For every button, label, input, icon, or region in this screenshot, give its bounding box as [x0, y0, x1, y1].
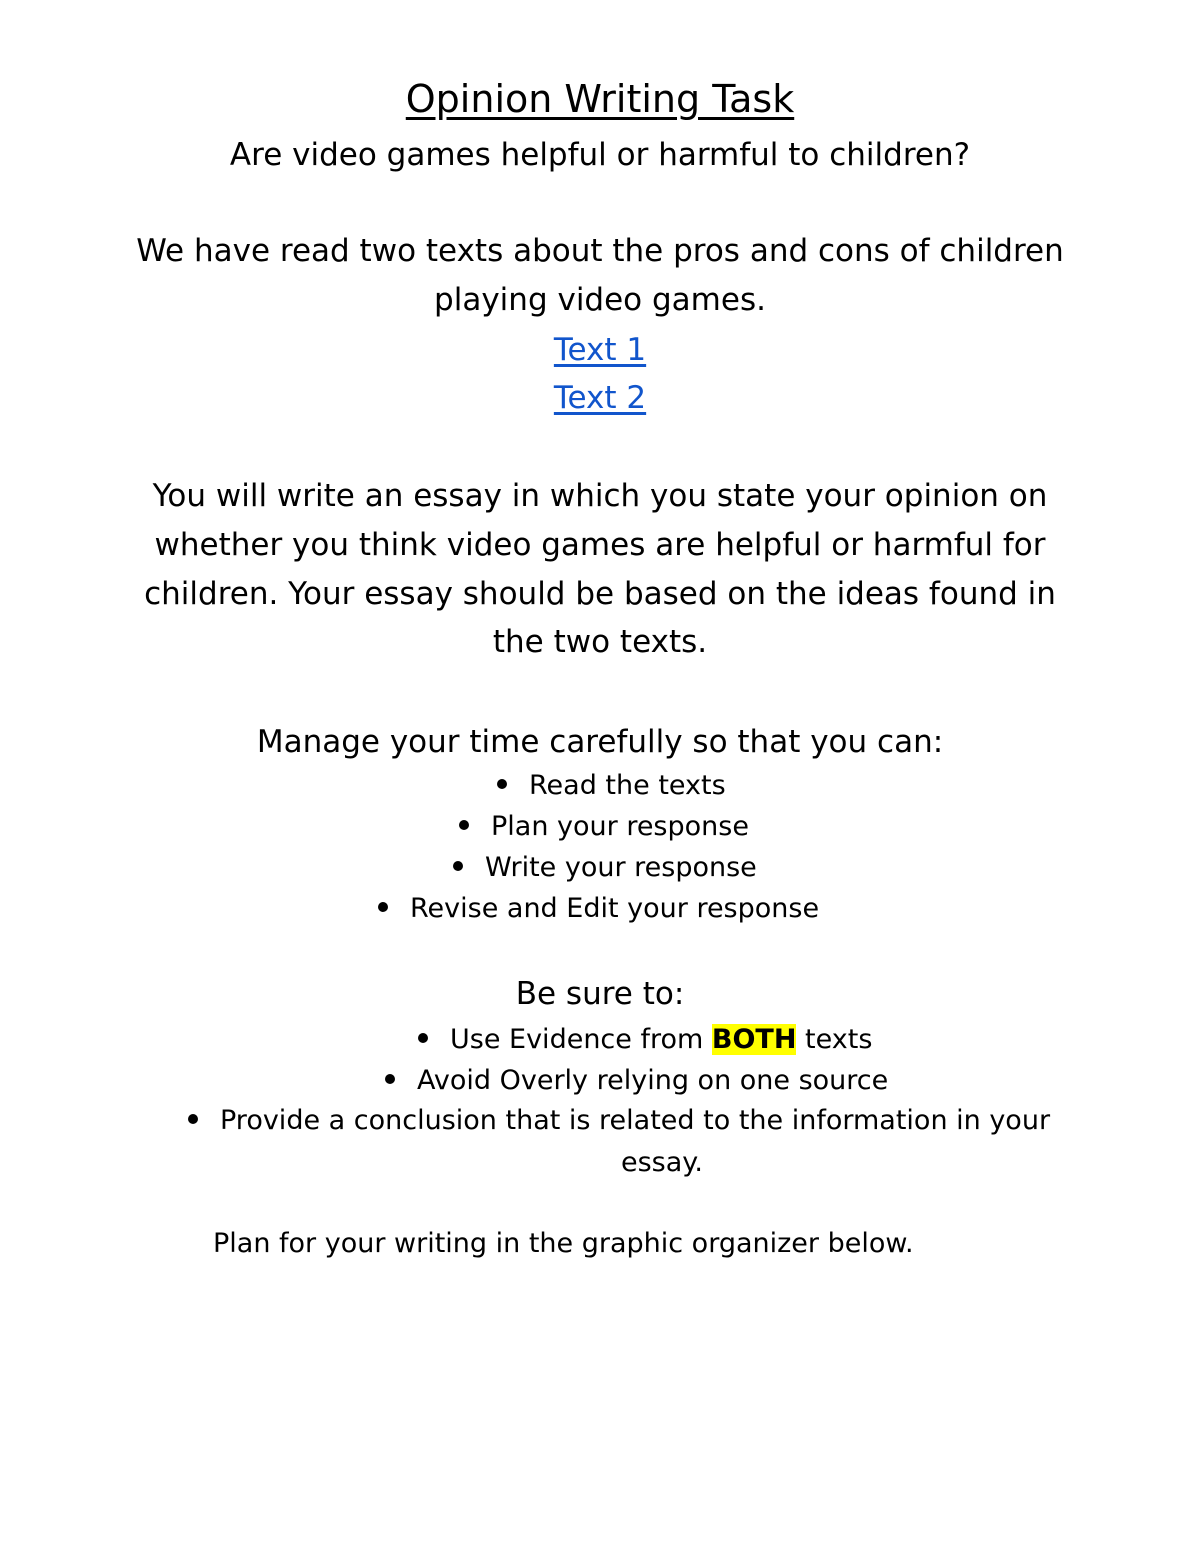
- both-highlight: BOTH: [711, 1024, 797, 1055]
- bullet-icon: [418, 1033, 428, 1043]
- task-line-3: children. Your essay should be based on the ideas found in: [144, 576, 1056, 612]
- bullet-icon: [385, 1074, 395, 1084]
- be-sure-item-1: Use Evidence from BOTH texts: [418, 1026, 872, 1053]
- bullet-icon: [497, 779, 507, 789]
- text-2-link[interactable]: Text 2: [553, 380, 647, 416]
- manage-item-4: Revise and Edit your response: [378, 895, 819, 922]
- page-title: Opinion Writing Task: [405, 77, 795, 121]
- bullet-icon: [459, 820, 469, 830]
- bullet-icon: [188, 1114, 198, 1124]
- bullet-icon: [378, 902, 388, 912]
- be-sure-item-3-continued: essay.: [621, 1147, 704, 1178]
- bullet-icon: [453, 861, 463, 871]
- manage-item-3: Write your response: [453, 854, 757, 881]
- task-line-4: the two texts.: [492, 624, 708, 660]
- manage-item-2: Plan your response: [459, 813, 749, 840]
- question: Are video games helpful or harmful to children?: [229, 137, 971, 173]
- task-line-2: whether you think video games are helpful or harmful for: [154, 527, 1046, 563]
- manage-item-1: Read the texts: [497, 772, 726, 799]
- footer-instruction: Plan for your writing in the graphic organizer below.: [213, 1228, 914, 1259]
- task-line-1: You will write an essay in which you state your opinion on: [152, 478, 1048, 514]
- intro-line-1: We have read two texts about the pros and cons of children: [136, 233, 1064, 269]
- be-sure-heading: Be sure to:: [515, 976, 685, 1012]
- text-1-link-row: [0, 332, 1200, 368]
- text-1-link[interactable]: Text 1: [553, 332, 647, 368]
- be-sure-item-2: Avoid Overly relying on one source: [385, 1067, 888, 1094]
- manage-heading: Manage your time carefully so that you can:: [256, 724, 944, 760]
- be-sure-item-3: Provide a conclusion that is related to the information in your: [188, 1107, 1050, 1134]
- intro-line-2: playing video games.: [434, 282, 766, 318]
- text-2-link-row: [0, 380, 1200, 416]
